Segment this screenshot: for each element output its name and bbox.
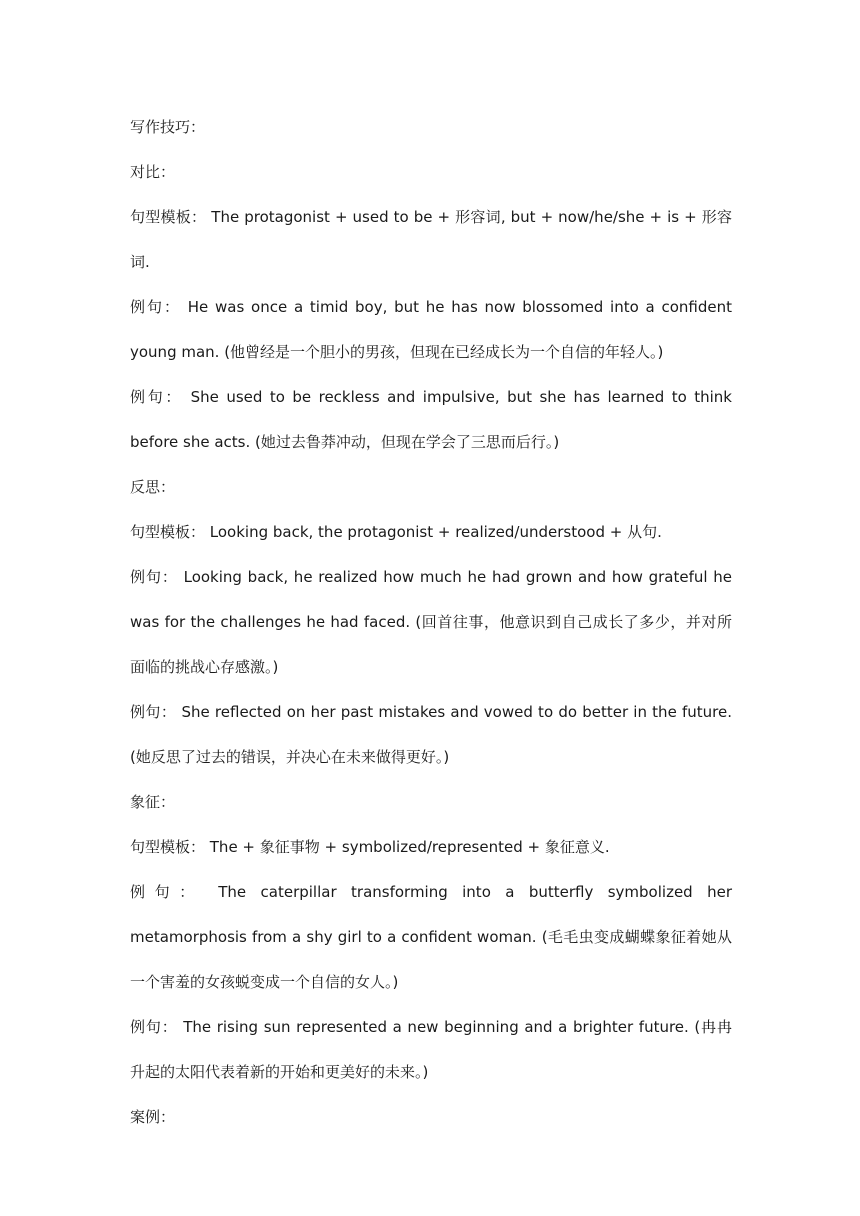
example-sentence: 例句： The caterpillar transforming into a butterfly symbolized her metamorphosis from a shy girl to a confident woman. (毛毛虫变成蝴蝶象征着她从一个害羞的女孩蜕变成一个自信的女人。) xyxy=(130,883,732,991)
section-symbolism xyxy=(130,780,732,1095)
next-section-heading: 案例： xyxy=(130,1108,176,1126)
example-sentence: 例句： He was once a timid boy, but he has now blossomed into a confident young man. (他曾经是一个胆小的男孩，但现在已经成长为一个自信的年轻人。) xyxy=(130,298,732,361)
document-body xyxy=(130,105,732,1140)
sentence-template: 句型模板： The protagonist + used to be + 形容词, but + now/he/she + is + 形容词. xyxy=(130,208,732,271)
section-heading: 反思： xyxy=(130,478,176,496)
example-sentence: 例句： She used to be reckless and impulsive, but she has learned to think before she acts. (她过去鲁莽冲动，但现在学会了三思而后行。) xyxy=(130,388,732,451)
sentence-template: 句型模板： The + 象征事物 + symbolized/represented + 象征意义. xyxy=(130,838,610,856)
section-reflection xyxy=(130,465,732,780)
example-sentence: 例句： Looking back, he realized how much he had grown and how grateful he was for the challenges he had faced. (回首往事，他意识到自己成长了多少，并对所面临的挑战心存感激。) xyxy=(130,568,732,676)
sentence-template: 句型模板： Looking back, the protagonist + realized/understood + 从句. xyxy=(130,523,662,541)
section-contrast xyxy=(130,150,732,465)
section-heading: 对比： xyxy=(130,163,176,181)
document-title: 写作技巧： xyxy=(130,118,206,136)
section-heading: 象征： xyxy=(130,793,176,811)
example-sentence: 例句： She reflected on her past mistakes and vowed to do better in the future. (她反思了过去的错误，并决心在未来做得更好。) xyxy=(130,703,732,766)
example-sentence: 例句： The rising sun represented a new beginning and a brighter future. (冉冉升起的太阳代表着新的开始和更美好的未来。) xyxy=(130,1018,732,1081)
